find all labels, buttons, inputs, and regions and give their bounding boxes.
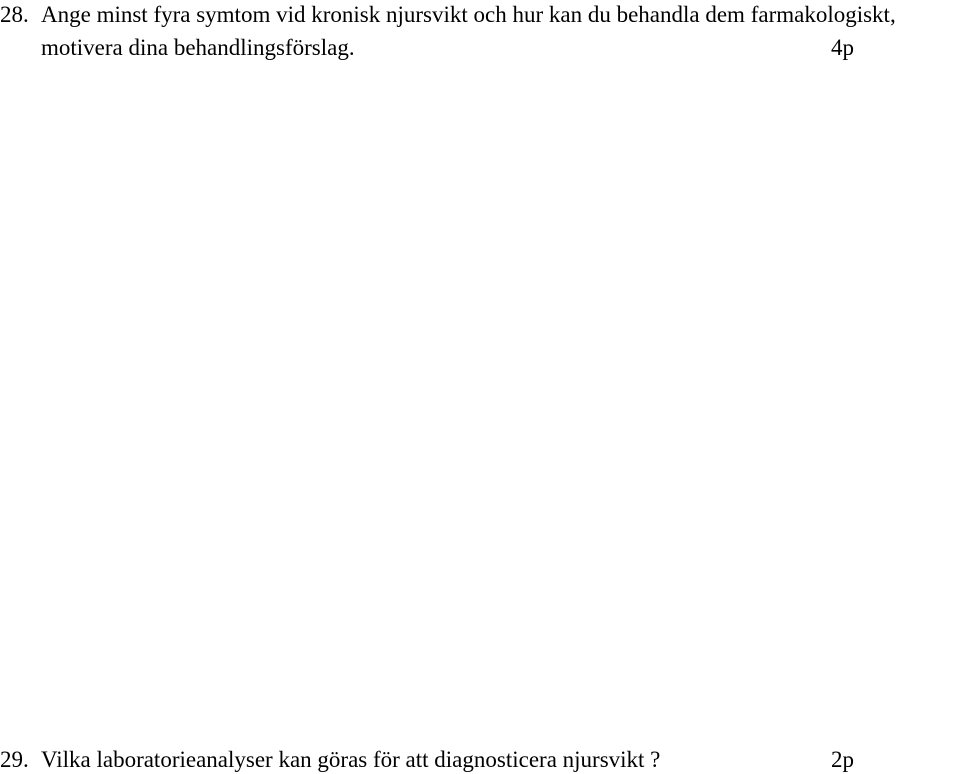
question-29-line: [0, 746, 960, 774]
question-28-answer-space[interactable]: [0, 70, 960, 738]
question-28-points: 4p: [831, 35, 854, 60]
question-28-text: Ange minst fyra symtom vid kronisk njursvikt och hur kan du behandla dem farmakologiskt,: [41, 2, 896, 27]
question-28-line-2: [0, 34, 960, 62]
question-29-points: 2p: [831, 747, 854, 772]
question-29-number: 29.: [0, 747, 29, 772]
question-28-number: 28.: [0, 2, 29, 27]
question-28-line-1: [0, 1, 960, 29]
question-28-text-continued: motivera dina behandlingsförslag.: [41, 35, 355, 60]
question-29-text: Vilka laboratorieanalyser kan göras för att diagnosticera njursvikt ?: [41, 747, 661, 772]
